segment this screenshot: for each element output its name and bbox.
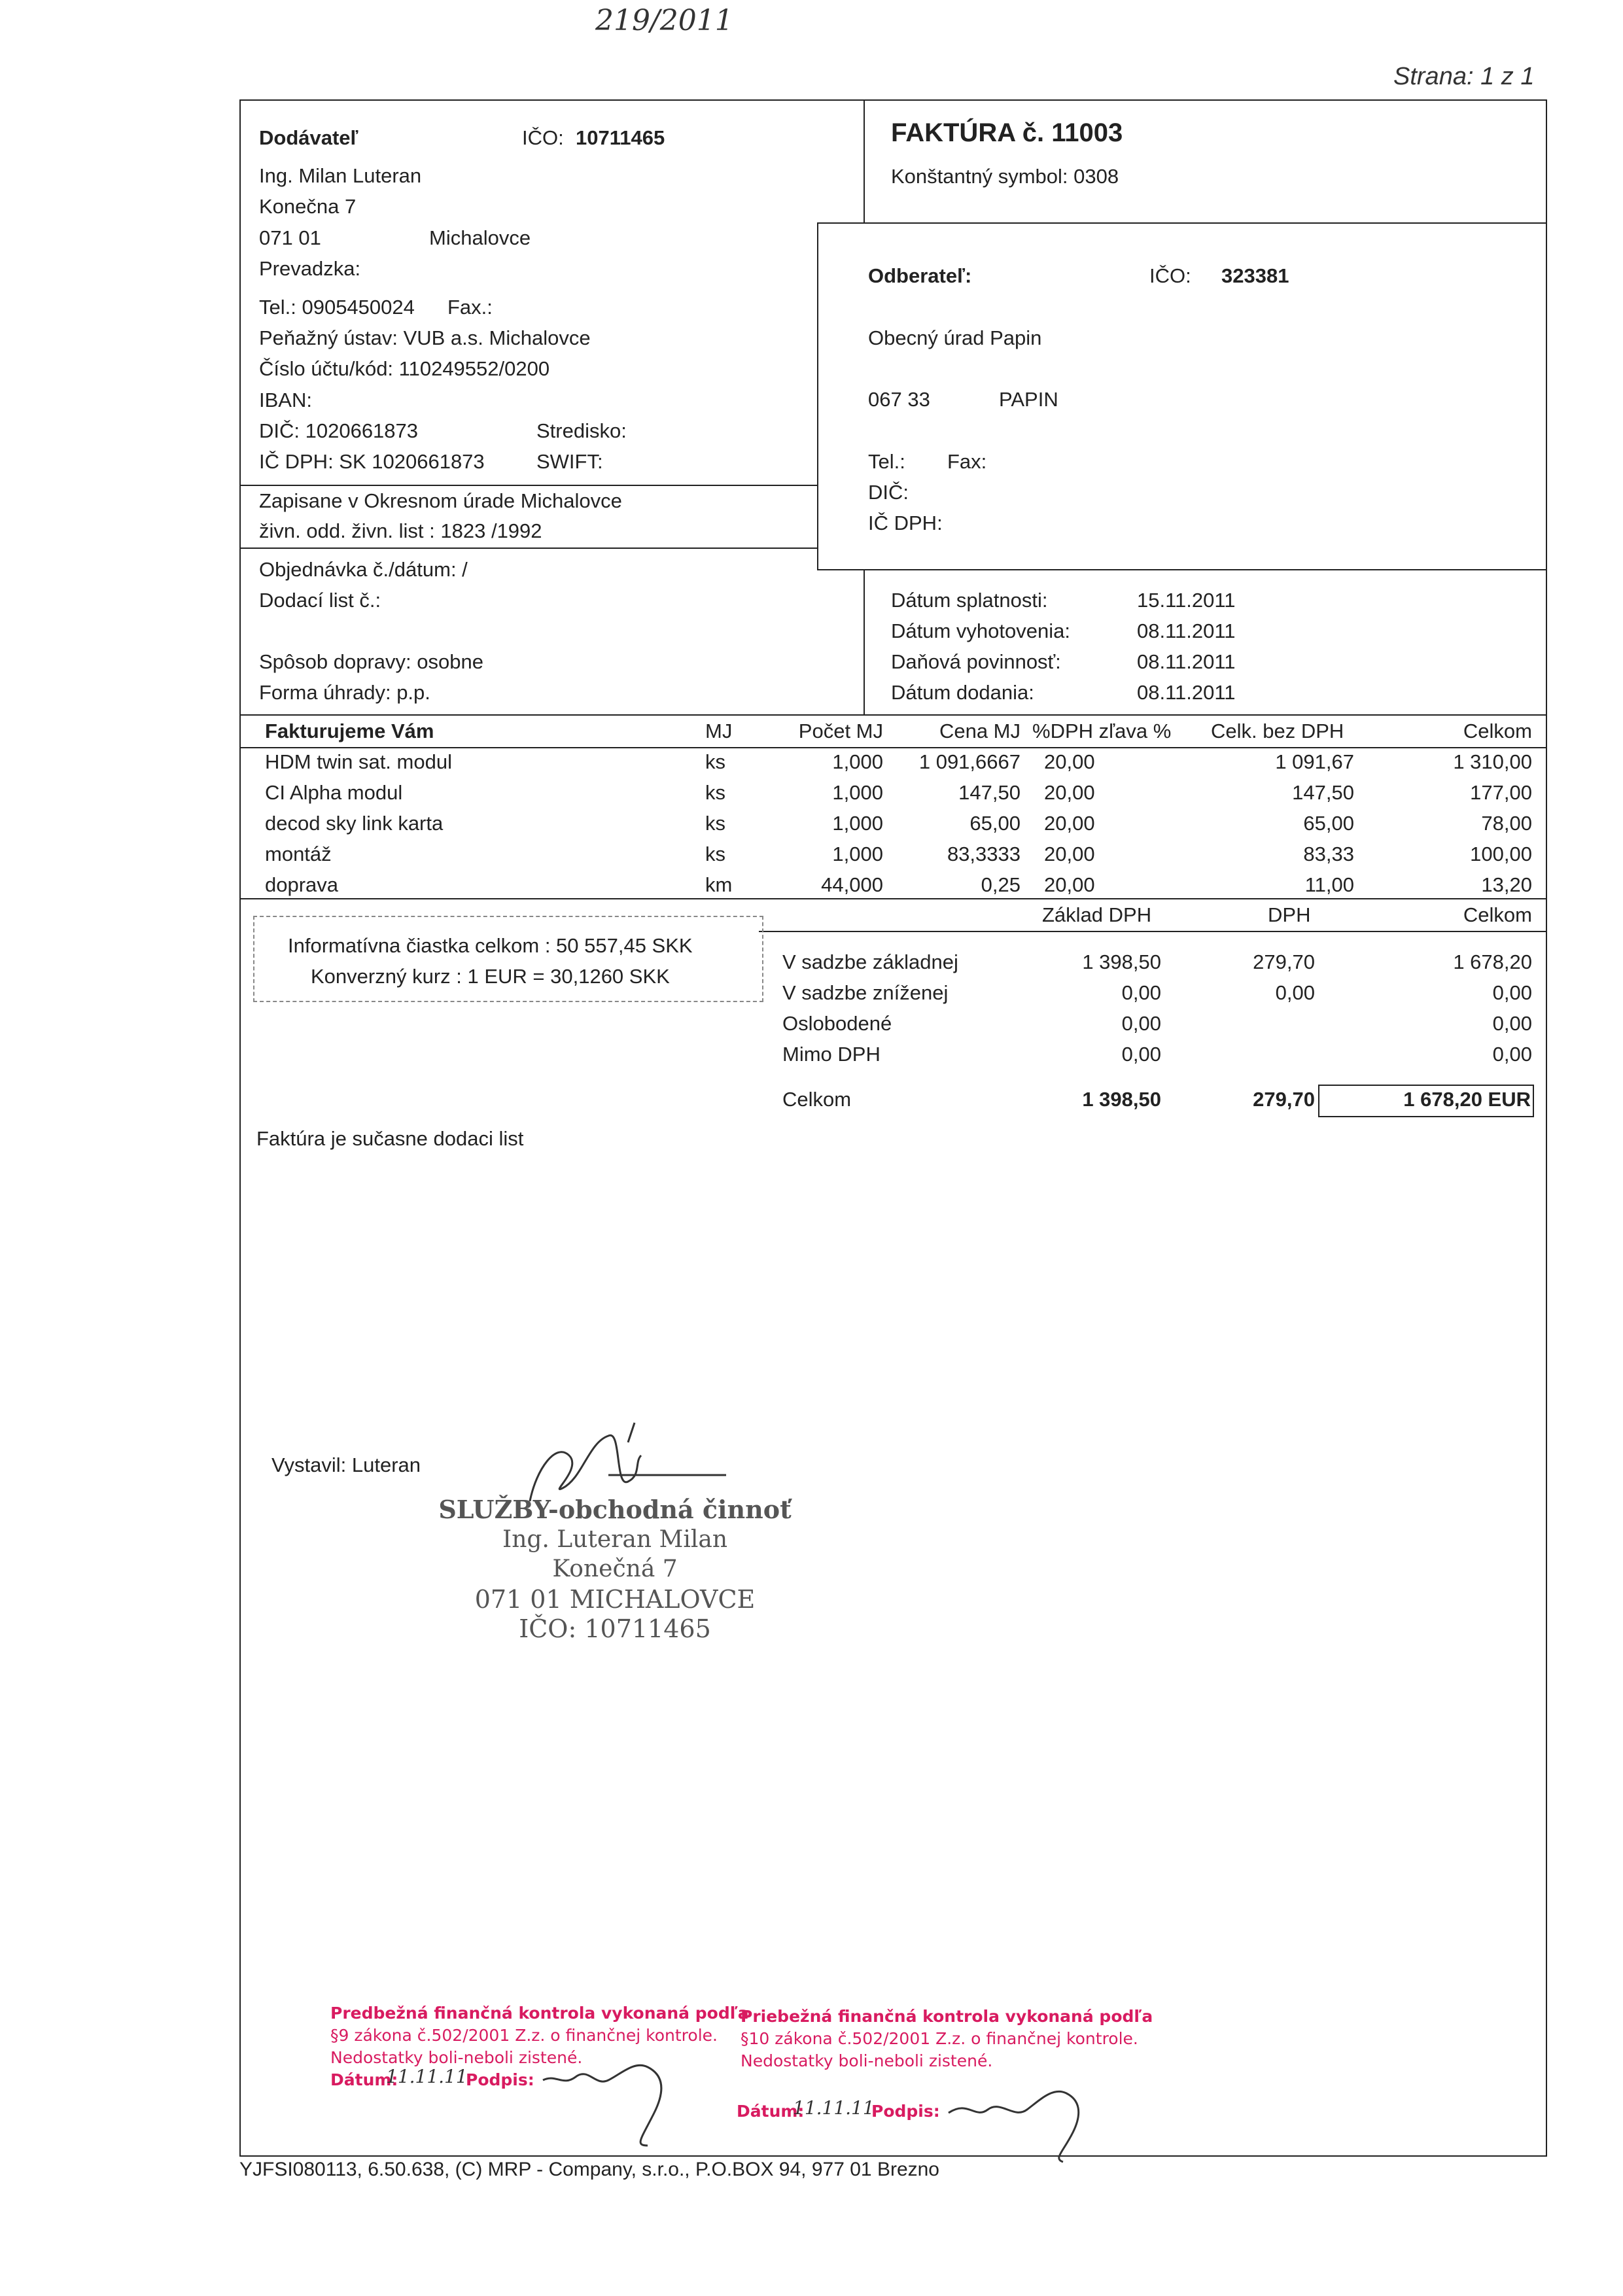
summary-base: 0,00 (1121, 1012, 1161, 1035)
summary-label: V sadzbe základnej (782, 950, 958, 973)
supplier-ic-dph: IČ DPH: SK 1020661873 (259, 450, 485, 473)
info-rate: Konverzný kurz : 1 EUR = 30,1260 SKK (311, 965, 670, 988)
row-qty: 1,000 (832, 750, 883, 773)
summary-total: 1 678,20 (1453, 950, 1532, 973)
row-qty: 1,000 (832, 781, 883, 804)
row-qty: 1,000 (832, 812, 883, 835)
row-total: 13,20 (1481, 873, 1532, 896)
summary-label: Oslobodené (782, 1012, 892, 1035)
row-total: 78,00 (1481, 812, 1532, 835)
grand-label: Celkom (782, 1088, 852, 1111)
handwritten-invoice-number: 219/2011 (595, 4, 733, 37)
row-net: 1 091,67 (1275, 750, 1354, 773)
row-price: 0,25 (981, 873, 1021, 896)
col-header-total: Celkom (1463, 720, 1532, 742)
date-tax-value: 08.11.2011 (1137, 650, 1236, 673)
stamp-city: 071 01 MICHALOVCE (474, 1585, 756, 1614)
page-indicator: Strana: 1 z 1 (1393, 63, 1535, 90)
row-unit: km (705, 873, 733, 896)
divider-summary-header (759, 931, 1547, 932)
payment-method: Forma úhrady: p.p. (259, 681, 430, 704)
divider-registration-top (239, 485, 817, 486)
supplier-dic: DIČ: 1020661873 (259, 419, 419, 442)
divider-items-top (239, 714, 1547, 716)
summary-base: 0,00 (1121, 1043, 1161, 1066)
constant-symbol: Konštantný symbol: 0308 (891, 165, 1119, 188)
row-total: 177,00 (1470, 781, 1532, 804)
customer-tel: Tel.: (868, 450, 905, 473)
supplier-heading: Dodávateľ (259, 126, 358, 149)
supplier-city: Michalovce (429, 226, 531, 249)
supplier-license: živn. odd. živn. list : 1823 /1992 (259, 519, 542, 542)
divider-registration-bottom (239, 548, 817, 549)
summary-total: 0,00 (1492, 1012, 1532, 1035)
summary-base: 0,00 (1121, 981, 1161, 1004)
invoice-note: Faktúra je sučasne dodaci list (256, 1127, 524, 1150)
summary-vat: 0,00 (1275, 981, 1315, 1004)
supplier-tel: Tel.: 0905450024 (259, 296, 415, 319)
stamp-name: Ing. Luteran Milan (502, 1526, 728, 1553)
supplier-name: Ing. Milan Luteran (259, 164, 422, 187)
control-right-signature (942, 2074, 1099, 2165)
summary-base: 1 398,50 (1082, 950, 1161, 973)
col-header-qty: Počet MJ (798, 720, 883, 742)
row-qty: 44,000 (821, 873, 883, 896)
summary-total: 0,00 (1492, 981, 1532, 1004)
row-qty: 1,000 (832, 843, 883, 865)
customer-dic: DIČ: (868, 481, 909, 504)
control-left-line3: Nedostatky boli-neboli zistené. (330, 2048, 583, 2067)
row-net: 83,33 (1303, 843, 1354, 865)
order-number: Objednávka č./dátum: / (259, 558, 468, 581)
row-net: 65,00 (1303, 812, 1354, 835)
customer-ic-dph: IČ DPH: (868, 512, 943, 534)
summary-label: V sadzbe zníženej (782, 981, 949, 1004)
col-header-net: Celk. bez DPH (1211, 720, 1344, 742)
divider-items-bottom (239, 898, 1547, 899)
date-issue-label: Dátum vyhotovenia: (891, 619, 1070, 642)
supplier-street: Konečna 7 (259, 195, 357, 218)
row-total: 1 310,00 (1453, 750, 1532, 773)
control-right-sign-label: Podpis: (871, 2102, 940, 2121)
stamp-company: SLUŽBY-obchodná činnoť (438, 1495, 792, 1524)
row-net: 147,50 (1292, 781, 1354, 804)
date-delivery-value: 08.11.2011 (1137, 681, 1236, 704)
date-tax-label: Daňová povinnosť: (891, 650, 1061, 673)
row-net: 11,00 (1304, 873, 1354, 896)
supplier-bank: Peňažný ústav: VUB a.s. Michalovce (259, 326, 591, 349)
supplier-account: Číslo účtu/kód: 110249552/0200 (259, 357, 550, 380)
col-header-unit: MJ (705, 720, 733, 742)
summary-label: Mimo DPH (782, 1043, 881, 1066)
row-vat: 20,00 (1044, 812, 1095, 835)
control-right-line3: Nedostatky boli-neboli zistené. (741, 2051, 993, 2070)
summary-header-total: Celkom (1463, 903, 1532, 926)
customer-name: Obecný úrad Papin (868, 326, 1042, 349)
supplier-ico: 10711465 (576, 126, 665, 149)
transport-method: Spôsob dopravy: osobne (259, 650, 483, 673)
supplier-iban: IBAN: (259, 389, 312, 411)
customer-ico-label: IČO: (1149, 264, 1191, 287)
control-left-date: 11.11.11 (386, 2066, 468, 2087)
grand-vat: 279,70 (1253, 1088, 1315, 1111)
customer-zip: 067 33 (868, 388, 930, 411)
row-description: HDM twin sat. modul (265, 750, 452, 773)
summary-total: 0,00 (1492, 1043, 1532, 1066)
supplier-prevadzka: Prevadzka: (259, 257, 361, 280)
row-description: montáž (265, 843, 332, 865)
control-right-line2: §10 zákona č.502/2001 Z.z. o finančnej kontrole. (741, 2029, 1138, 2048)
stamp-street: Konečná 7 (552, 1556, 678, 1582)
invoice-title: FAKTÚRA č. 11003 (891, 118, 1123, 147)
row-vat: 20,00 (1044, 750, 1095, 773)
col-header-description: Fakturujeme Vám (265, 720, 434, 742)
row-price: 83,3333 (947, 843, 1021, 865)
row-vat: 20,00 (1044, 873, 1095, 896)
info-box (253, 916, 763, 1002)
supplier-stredisko: Stredisko: (536, 419, 627, 442)
summary-header-base: Základ DPH (1042, 903, 1152, 926)
row-description: CI Alpha modul (265, 781, 403, 804)
supplier-fax: Fax.: (447, 296, 493, 319)
date-due-label: Dátum splatnosti: (891, 589, 1048, 612)
row-price: 1 091,6667 (918, 750, 1021, 773)
date-delivery-label: Dátum dodania: (891, 681, 1034, 704)
summary-header-vat: DPH (1268, 903, 1311, 926)
grand-base: 1 398,50 (1082, 1088, 1161, 1111)
stamp-ico: IČO: 10711465 (519, 1614, 711, 1643)
divider-title (864, 222, 1547, 224)
col-header-vat-discount: %DPH zľava % (1032, 720, 1172, 742)
row-unit: ks (705, 812, 725, 835)
issued-by: Vystavil: Luteran (271, 1453, 421, 1476)
supplier-swift: SWIFT: (536, 450, 603, 473)
control-right-line1: Priebežná finančná kontrola vykonaná podľa (741, 2007, 1153, 2026)
summary-vat: 279,70 (1253, 950, 1315, 973)
row-vat: 20,00 (1044, 843, 1095, 865)
customer-city: PAPIN (999, 388, 1058, 411)
control-left-date-label: Dátum: (330, 2070, 398, 2089)
row-unit: ks (705, 750, 725, 773)
row-price: 65,00 (969, 812, 1021, 835)
supplier-registered: Zapisane v Okresnom úrade Michalovce (259, 489, 622, 512)
control-right-date-label: Dátum: (737, 2102, 805, 2121)
delivery-note: Dodací list č.: (259, 589, 381, 612)
row-vat: 20,00 (1044, 781, 1095, 804)
control-left-line1: Predbežná finančná kontrola vykonaná podľa (330, 2004, 749, 2023)
control-right-date: 11.11.11 (793, 2097, 875, 2119)
row-description: doprava (265, 873, 339, 896)
footer-software: YJFSI080113, 6.50.638, (C) MRP - Company, s.r.o., P.O.BOX 94, 977 01 Brezno (239, 2159, 939, 2180)
customer-fax: Fax: (947, 450, 987, 473)
control-left-sign-label: Podpis: (466, 2070, 534, 2089)
row-unit: ks (705, 843, 725, 865)
date-due-value: 15.11.2011 (1137, 589, 1236, 612)
control-left-signature (536, 2047, 700, 2152)
col-header-price: Cena MJ (939, 720, 1021, 742)
row-unit: ks (705, 781, 725, 804)
row-total: 100,00 (1470, 843, 1532, 865)
control-left-line2: §9 zákona č.502/2001 Z.z. o finančnej kontrole. (330, 2026, 718, 2045)
row-price: 147,50 (958, 781, 1021, 804)
info-amount: Informatívna čiastka celkom : 50 557,45 SKK (288, 934, 693, 957)
supplier-zip: 071 01 (259, 226, 321, 249)
grand-total: 1 678,20 EUR (1403, 1088, 1531, 1111)
divider-items-header (239, 747, 1547, 748)
row-description: decod sky link karta (265, 812, 444, 835)
customer-heading: Odberateľ: (868, 264, 972, 287)
customer-ico: 323381 (1221, 264, 1289, 287)
date-issue-value: 08.11.2011 (1137, 619, 1236, 642)
supplier-ico-label: IČO: (522, 126, 564, 149)
